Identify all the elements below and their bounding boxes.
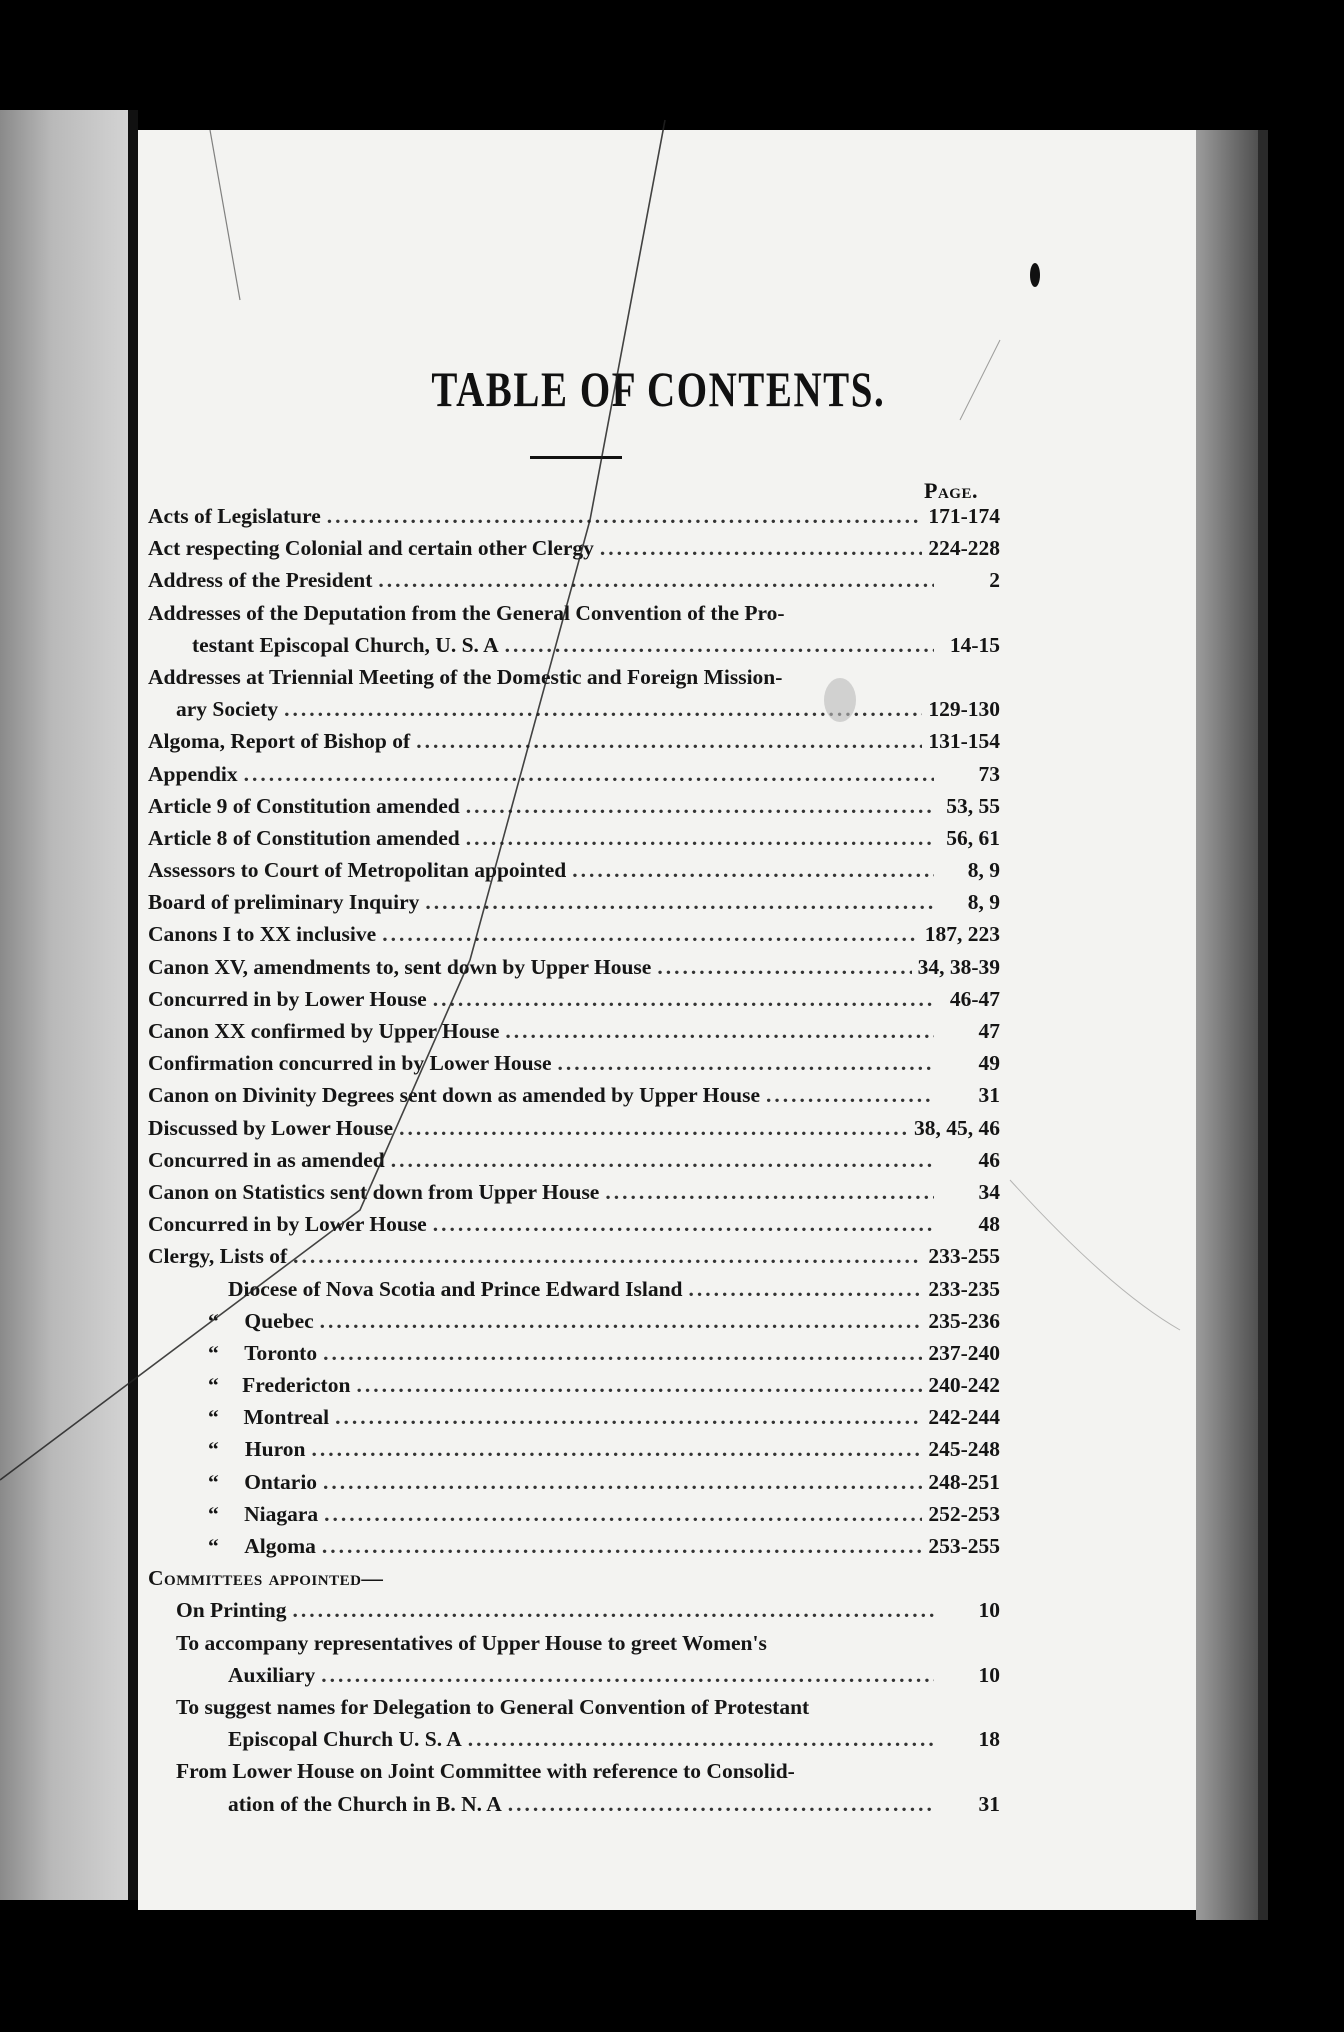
- toc-entry: Discussed by Lower House ..... 38, 45, 46: [148, 1112, 1000, 1144]
- toc-entry: Acts of Legislature ..... 171-174: [148, 500, 1000, 532]
- toc-entry: Concurred in by Lower House ..... 48: [148, 1208, 1000, 1240]
- toc-entry: Canon on Statistics sent down from Upper House ..... 34: [148, 1176, 1000, 1208]
- toc-entry: Concurred in by Lower House ..... 46-47: [148, 983, 1000, 1015]
- toc-entry-diocese: “ Montreal ..... 242-244: [148, 1401, 1000, 1433]
- toc-entry: Confirmation concurred in by Lower House ..... 49: [148, 1047, 1000, 1079]
- toc-entry: Canon on Divinity Degrees sent down as amended by Upper House ..... 31: [148, 1079, 1000, 1111]
- toc-entry-diocese: Diocese of Nova Scotia and Prince Edward Island ..... 233-235: [148, 1273, 1000, 1305]
- committee-entry: To suggest names for Delegation to General Convention of Protestant: [176, 1694, 810, 1719]
- toc-entry: Addresses of the Deputation from the General Convention of the Pro-: [148, 600, 785, 625]
- committees-heading: Committees appointed—: [148, 1566, 384, 1591]
- page-stack-shadow: [1258, 130, 1268, 1920]
- toc-entry: Appendix ..... 73: [148, 758, 1000, 790]
- facing-page-edge: [0, 110, 130, 1900]
- toc-entry-continued: testant Episcopal Church, U. S. A ..... 14-15: [148, 629, 1000, 661]
- toc-entry-diocese: “ Niagara ..... 252-253: [148, 1498, 1000, 1530]
- toc-entry: Canons I to XX inclusive ..... 187, 223: [148, 918, 1000, 950]
- toc-entry: Concurred in as amended ..... 46: [148, 1144, 1000, 1176]
- toc-entry-diocese: “ Ontario ..... 248-251: [148, 1466, 1000, 1498]
- toc-entry: Clergy, Lists of ..... 233-255: [148, 1240, 1000, 1272]
- toc-entry: Address of the President ..... 2: [148, 564, 1000, 596]
- committee-entry-continued: Episcopal Church U. S. A ..... 18: [148, 1723, 1000, 1755]
- toc-entry: Act respecting Colonial and certain other Clergy ..... 224-228: [148, 532, 1000, 564]
- toc-entry: Addresses at Triennial Meeting of the Domestic and Foreign Mission-: [148, 664, 783, 689]
- page-title: TABLE OF CONTENTS.: [431, 361, 886, 417]
- title-divider: [530, 456, 622, 459]
- toc-entry-diocese: “ Fredericton ..... 240-242: [148, 1369, 1000, 1401]
- committee-entry: To accompany representatives of Upper House to greet Women's: [176, 1630, 767, 1655]
- toc-entry: Canon XV, amendments to, sent down by Upper House ..... 34, 38-39: [148, 951, 1000, 983]
- page-stack-edge: [1196, 130, 1258, 1920]
- toc-entry-continued: ary Society ..... 129-130: [148, 693, 1000, 725]
- toc-entry: Board of preliminary Inquiry ..... 8, 9: [148, 886, 1000, 918]
- page-column-heading: Page.: [924, 478, 978, 503]
- committee-entry: On Printing ..... 10: [148, 1594, 1000, 1626]
- table-of-contents: [148, 500, 1000, 1820]
- committee-entry-continued: ation of the Church in B. N. A ..... 31: [148, 1788, 1000, 1820]
- toc-entry-diocese: “ Quebec ..... 235-236: [148, 1305, 1000, 1337]
- toc-entry-diocese: “ Toronto ..... 237-240: [148, 1337, 1000, 1369]
- toc-entry: Canon XX confirmed by Upper House ..... 47: [148, 1015, 1000, 1047]
- committee-entry: From Lower House on Joint Committee with reference to Consolid-: [176, 1759, 795, 1784]
- committee-entry-continued: Auxiliary ..... 10: [148, 1659, 1000, 1691]
- toc-entry-diocese: “ Algoma ..... 253-255: [148, 1530, 1000, 1562]
- toc-entry: Article 9 of Constitution amended ..... 53, 55: [148, 790, 1000, 822]
- toc-entry: Article 8 of Constitution amended ..... 56, 61: [148, 822, 1000, 854]
- toc-entry-diocese: “ Huron ..... 245-248: [148, 1433, 1000, 1465]
- toc-entry: Algoma, Report of Bishop of ..... 131-154: [148, 725, 1000, 757]
- toc-entry: Assessors to Court of Metropolitan appointed ..... 8, 9: [148, 854, 1000, 886]
